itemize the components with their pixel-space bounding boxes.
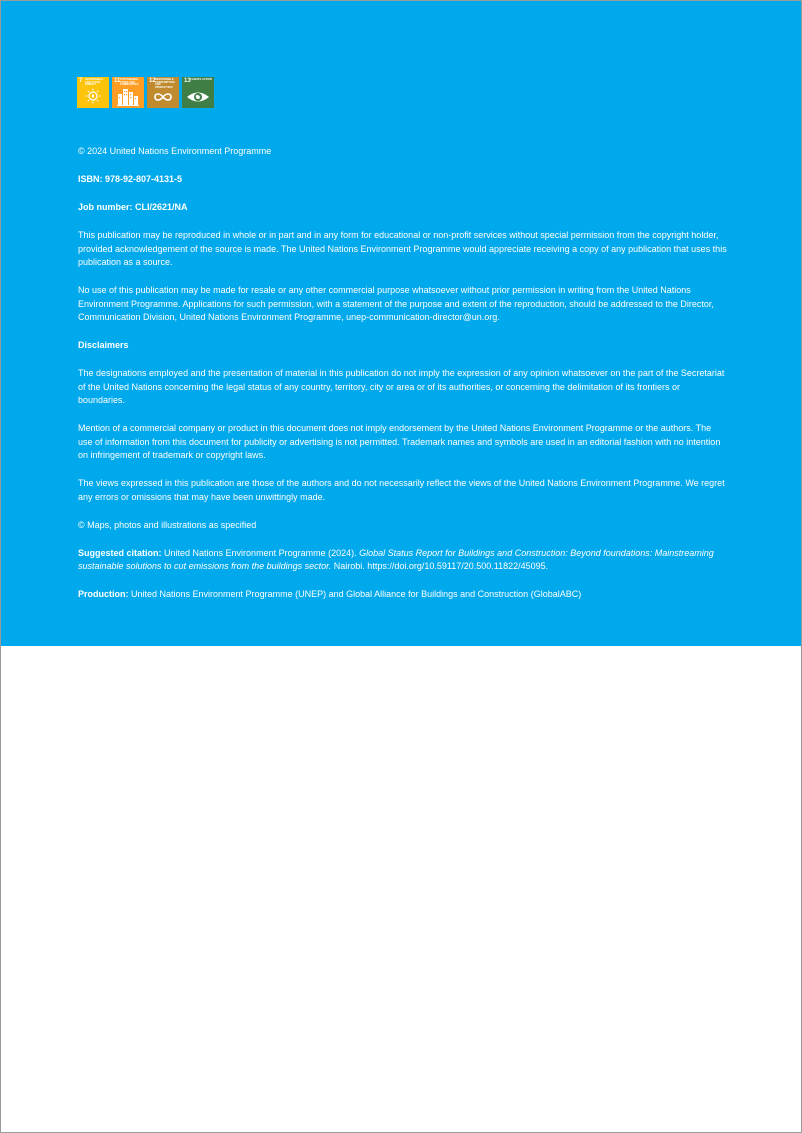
reproduction-notice: This publication may be reproduced in whole or in part and in any form for educational or non-profit services without special permission from the copyright holder, provided acknowledgement of the source is made. The United Nations Environment Programme would appreciate receiving a copy of any publication that uses this publication as a source. (78, 230, 727, 267)
job-number-line: Job number: CLI/2621/NA (78, 202, 188, 212)
imprint-text (78, 145, 728, 616)
production-label: Production: (78, 589, 129, 599)
citation-author: United Nations Environment Programme (2024). (161, 547, 360, 558)
sdg-number: 11 (114, 78, 121, 84)
disclaimer-designations: The designations employed and the presentation of material in this publication do not imply the expression of any opinion whatsoever on the part of the Secretariat of the United Nations concerning the legal status of any country, territory, city or area or of its authorities, or concerning the delimitation of its frontiers or boundaries. (78, 368, 725, 405)
sdg-12-tile (147, 77, 179, 108)
maps-notice: © Maps, photos and illustrations as specified (78, 519, 257, 530)
production-credit (78, 588, 728, 602)
suggested-citation (78, 547, 728, 574)
sdg-number: 13 (184, 78, 191, 84)
sdg-caption: CLIMATE ACTION (190, 78, 212, 81)
sdg-7-tile (77, 77, 109, 108)
copyright-line: © 2024 United Nations Environment Programme (78, 146, 272, 156)
sdg-number: 12 (149, 78, 156, 84)
disclaimer-views: The views expressed in this publication are those of the authors and do not necessarily reflect the views of the United Nations Environment Programme. We regret any errors or omissions that may have been unwittingly made. (78, 478, 725, 502)
citation-rest: Nairobi. https://doi.org/10.59117/20.500.11822/45095. (331, 561, 549, 571)
sdg-icons (77, 77, 214, 108)
disclaimers-heading: Disclaimers (78, 340, 129, 350)
disclaimer-commercial: Mention of a commercial company or product in this document does not imply endorsement by the United Nations Environment Programme or the authors. The use of information from this document for publicity or advertising is not permitted. Trademark names and symbols are used in an editorial fashion with no intention on infringement of trademark or copyright laws. (78, 423, 721, 460)
resale-notice: No use of this publication may be made for resale or any other commercial purpose whatsoever without prior permission in writing from the United Nations Environment Programme. Applications for such permission, with a statement of the purpose and extent of the reproduction, should be addressed to the Director, Communication Division, United Nations Environment Programme, unep-communication-director@un.org. (78, 285, 714, 322)
sdg-11-tile (112, 77, 144, 108)
sdg-number: 7 (79, 78, 83, 84)
sdg-caption: RESPONSIBLE CONSUMPTION AND PRODUCTION (155, 78, 175, 90)
citation-title: Global Status Report for Buildings and Construction: Beyond foundations: Mainstreaming sustainable solutions to cut emissions from the buildings sector. (78, 547, 714, 571)
imprint-panel (1, 1, 801, 646)
sdg-13-tile (182, 77, 214, 108)
sdg-caption: SUSTAINABLE CITIES AND COMMUNITIES (120, 78, 139, 87)
citation-label: Suggested citation: (78, 547, 162, 558)
isbn-line: ISBN: 978-92-807-4131-5 (78, 174, 183, 184)
sdg-caption: AFFORDABLE AND CLEAN ENERGY (85, 78, 103, 87)
production-text: United Nations Environment Programme (UNEP) and Global Alliance for Buildings and Construction (GlobalABC) (128, 589, 582, 599)
